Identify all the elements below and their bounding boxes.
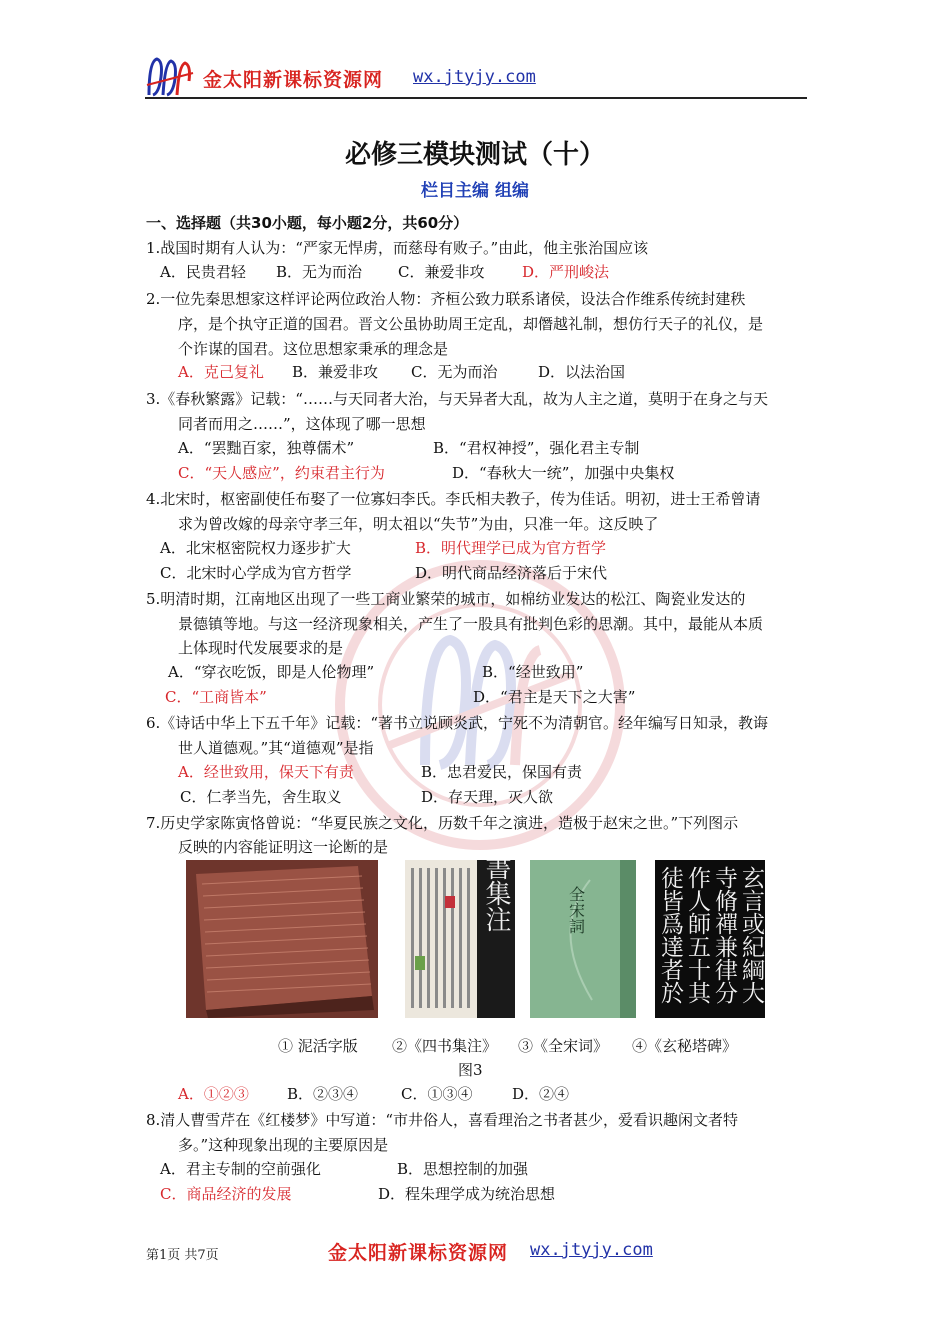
section-heading: 一、选择题（共30小题，每小题2分，共60分） [146, 214, 469, 232]
q4-option-d: D．明代商品经济落后于宋代 [415, 564, 608, 582]
fig4-column-1: 玄言或紀綱大 [738, 866, 764, 1004]
logo-icon [145, 55, 195, 99]
q8-option-c-answer: C．商品经济的发展 [160, 1185, 292, 1203]
footer-brand: 金太阳新课标资源网 [328, 1242, 509, 1264]
q3-option-a: A．“罢黜百家，独尊儒术” [178, 439, 355, 457]
fig4-column-3: 作人師五十其 [684, 866, 710, 1004]
fig4-column-2: 寺脩禪兼律分 [711, 866, 737, 1004]
footer-url-link[interactable]: wx.jtyjy.com [530, 1240, 653, 1260]
q6-option-d: D．存天理，灭人欲 [421, 788, 554, 806]
fig3-title-text: 全宋詞 [566, 886, 586, 934]
question-6-stem: 6.《诗话中华上下五千年》记载：“著书立说顾炎武，宁死不为清朝官。经年编写日知录，教诲 [146, 714, 768, 732]
q2-option-c: C．无为而治 [411, 363, 498, 381]
question-3-stem-cont: 同者而用之……”，这体现了哪一思想 [178, 415, 426, 433]
header [145, 55, 807, 99]
fig2-title-text: 四書集注 [481, 860, 511, 932]
q1-option-d-answer: D．严刑峻法 [522, 263, 610, 281]
question-2-stem-cont: 序，是个执守正道的国君。晋文公虽协助周王定乱，却僭越礼制，想仿行天子的礼仪，是 [178, 315, 764, 333]
question-5-stem: 5.明清时期，江南地区出现了一些工商业繁荣的城市，如棉纺业发达的松江、陶瓷业发达的 [146, 590, 746, 608]
q5-option-d: D．“君主是天下之大害” [473, 688, 636, 706]
q7-option-d: D．②④ [512, 1085, 570, 1103]
q3-option-c-answer: C．“天人感应”，约束君主行为 [178, 464, 385, 482]
question-6-stem-cont: 世人道德观。”其“道德观”是指 [178, 739, 374, 757]
q4-option-a: A．北宋枢密院权力逐步扩大 [160, 539, 351, 557]
question-3-stem: 3.《春秋繁露》记载：“……与天同者大治，与天异者大乱，故为人主之道，莫明于在身之与天 [146, 390, 768, 408]
q7-option-c: C．①③④ [401, 1085, 473, 1103]
figure-caption-1: ① 泥活字版 [278, 1037, 358, 1055]
q5-option-b: B．“经世致用” [482, 663, 584, 681]
complete-song-ci-image [530, 860, 636, 1018]
four-books-commentary-image [405, 860, 515, 1018]
question-4-stem: 4.北宋时，枢密副使任布娶了一位寡妇李氏。李氏相夫教子，传为佳话。明初，进士王希曾请 [146, 490, 761, 508]
q6-option-b: B．忠君爱民，保国有责 [421, 763, 583, 781]
question-5-stem-cont: 上体现时代发展要求的是 [178, 639, 344, 657]
q8-option-a: A．君主专制的空前强化 [160, 1160, 321, 1178]
question-5-stem-cont: 景德镇等地。与这一经济现象相关，产生了一股具有批判色彩的思潮。其中，最能从本质 [178, 615, 764, 633]
figure-caption-2: ②《四书集注》 [392, 1037, 498, 1055]
header-brand: 金太阳新课标资源网 [203, 69, 384, 91]
page-subtitle: 栏目主编 组编 [421, 181, 529, 201]
figure-caption-3: ③《全宋词》 [518, 1037, 609, 1055]
header-url-link[interactable]: wx.jtyjy.com [413, 67, 536, 87]
q4-option-c: C．北宋时心学成为官方哲学 [160, 564, 352, 582]
header-rule [145, 97, 807, 99]
page-number: 第1页 共7页 [146, 1248, 219, 1263]
question-1-stem: 1.战国时期有人认为：“严家无悍虏，而慈母有败子。”由此，他主张治国应该 [146, 239, 649, 257]
q3-option-b: B．“君权神授”，强化君主专制 [433, 439, 640, 457]
q2-option-d: D．以法治国 [538, 363, 626, 381]
xuanmi-pagoda-stele-image [655, 860, 765, 1018]
q2-option-b: B．兼爱非攻 [292, 363, 379, 381]
figure-number: 图3 [458, 1061, 483, 1079]
q7-option-b: B．②③④ [287, 1085, 359, 1103]
clay-movable-type-image [186, 860, 378, 1018]
q7-option-a-answer: A．①②③ [178, 1085, 249, 1103]
q6-option-c: C．仁孝当先，舍生取义 [180, 788, 342, 806]
q2-option-a-answer: A．克己复礼 [178, 363, 264, 381]
question-7-stem-cont: 反映的内容能证明这一论断的是 [178, 838, 389, 856]
question-2-stem-cont: 个诈谋的国君。这位思想家秉承的理念是 [178, 340, 449, 358]
q3-option-d: D．“春秋大一统”，加强中央集权 [452, 464, 675, 482]
question-2-stem: 2.一位先秦思想家这样评论两位政治人物：齐桓公致力联系诸侯，设法合作维系传统封建秩 [146, 290, 746, 308]
q5-option-c-answer: C．“工商皆本” [165, 688, 267, 706]
figure-caption-4: ④《玄秘塔碑》 [632, 1037, 738, 1055]
question-7-stem: 7.历史学家陈寅恪曾说：“华夏民族之文化，历数千年之演进，造极于赵宋之世。”下列图示 [146, 814, 739, 832]
q4-option-b-answer: B．明代理学已成为官方哲学 [415, 539, 607, 557]
q6-option-a-answer: A．经世致用，保天下有责 [178, 763, 354, 781]
q1-option-c: C．兼爱非攻 [398, 263, 485, 281]
page-title: 必修三模块测试（十） [344, 140, 605, 170]
question-4-stem-cont: 求为曾改嫁的母亲守孝三年，明太祖以“失节”为由，只准一年。这反映了 [178, 515, 659, 533]
q1-option-a: A．民贵君轻 [160, 263, 246, 281]
question-8-stem-cont: 多。”这种现象出现的主要原因是 [178, 1136, 389, 1154]
q8-option-b: B．思想控制的加强 [397, 1160, 529, 1178]
fig4-column-4: 徒皆爲達者於 [657, 866, 683, 1004]
q1-option-b: B．无为而治 [276, 263, 363, 281]
question-8-stem: 8.清人曹雪芹在《红楼梦》中写道：“市井俗人，喜看理治之书者甚少，爱看识趣闲文者特 [146, 1111, 738, 1129]
q8-option-d: D．程朱理学成为统治思想 [378, 1185, 556, 1203]
q5-option-a: A．“穿衣吃饭，即是人伦物理” [168, 663, 375, 681]
